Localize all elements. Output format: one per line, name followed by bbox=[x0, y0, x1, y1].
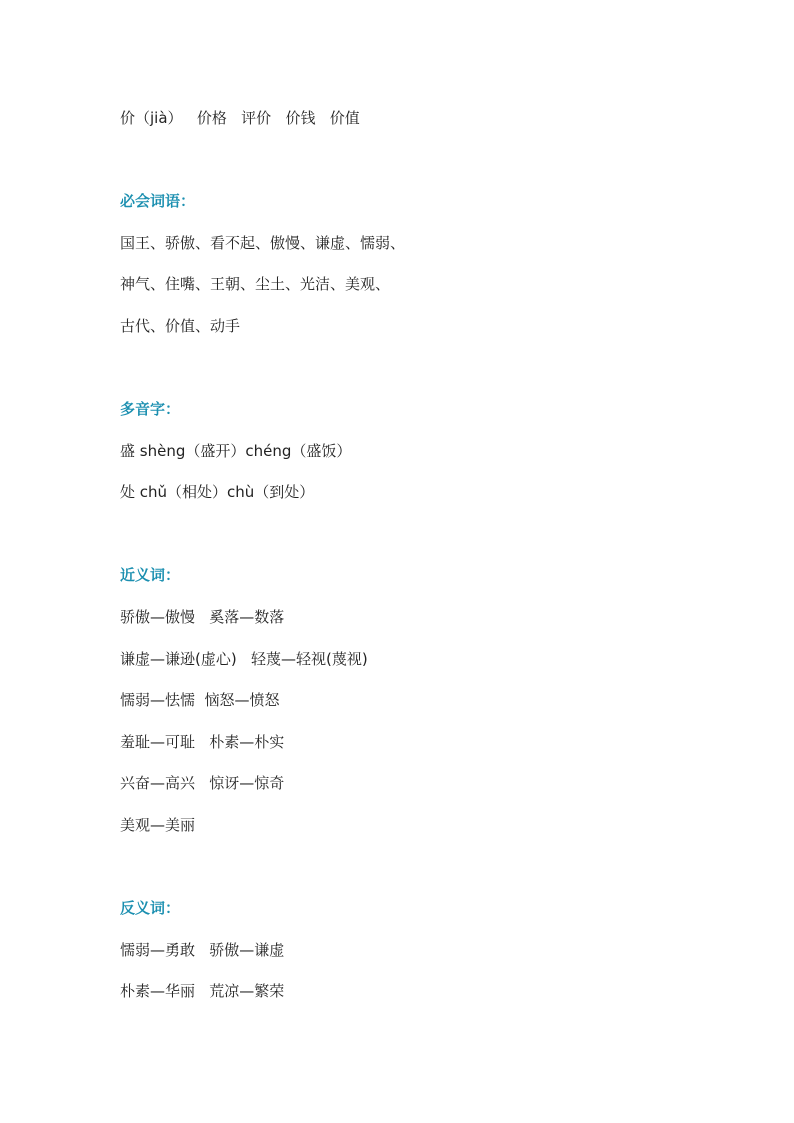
synonym-line: 懦弱—怯懦 恼怒—愤怒 bbox=[120, 691, 280, 709]
antonym-line: 懦弱—勇敢 骄傲—谦虚 bbox=[120, 941, 285, 959]
synonym-line: 兴奋—高兴 惊讶—惊奇 bbox=[120, 774, 285, 792]
synonym-line: 骄傲—傲慢 奚落—数落 bbox=[120, 608, 285, 626]
required-words-line: 神气、住嘴、王朝、尘土、光洁、美观、 bbox=[120, 275, 391, 293]
heading-polyphones: 多音字： bbox=[120, 400, 181, 418]
vocab-line-jia: 价（jià） 价格 评价 价钱 价值 bbox=[120, 109, 360, 127]
required-words-line: 国王、骄傲、看不起、傲慢、谦虚、懦弱、 bbox=[120, 234, 406, 252]
heading-antonyms: 反义词： bbox=[120, 899, 181, 917]
synonym-line: 谦虚—谦逊(虚心) 轻蔑—轻视(蔑视) bbox=[120, 650, 368, 668]
required-words-line: 古代、价值、动手 bbox=[120, 317, 241, 335]
synonym-line: 羞耻—可耻 朴素—朴实 bbox=[120, 733, 285, 751]
polyphone-line: 处 chǔ（相处）chù（到处） bbox=[120, 483, 315, 501]
heading-synonyms: 近义词： bbox=[120, 566, 181, 584]
synonym-line: 美观—美丽 bbox=[120, 816, 196, 834]
antonym-line: 朴素—华丽 荒凉—繁荣 bbox=[120, 982, 285, 1000]
polyphone-line: 盛 shèng（盛开）chéng（盛饭） bbox=[120, 442, 352, 460]
heading-required-words: 必会词语： bbox=[120, 192, 196, 210]
